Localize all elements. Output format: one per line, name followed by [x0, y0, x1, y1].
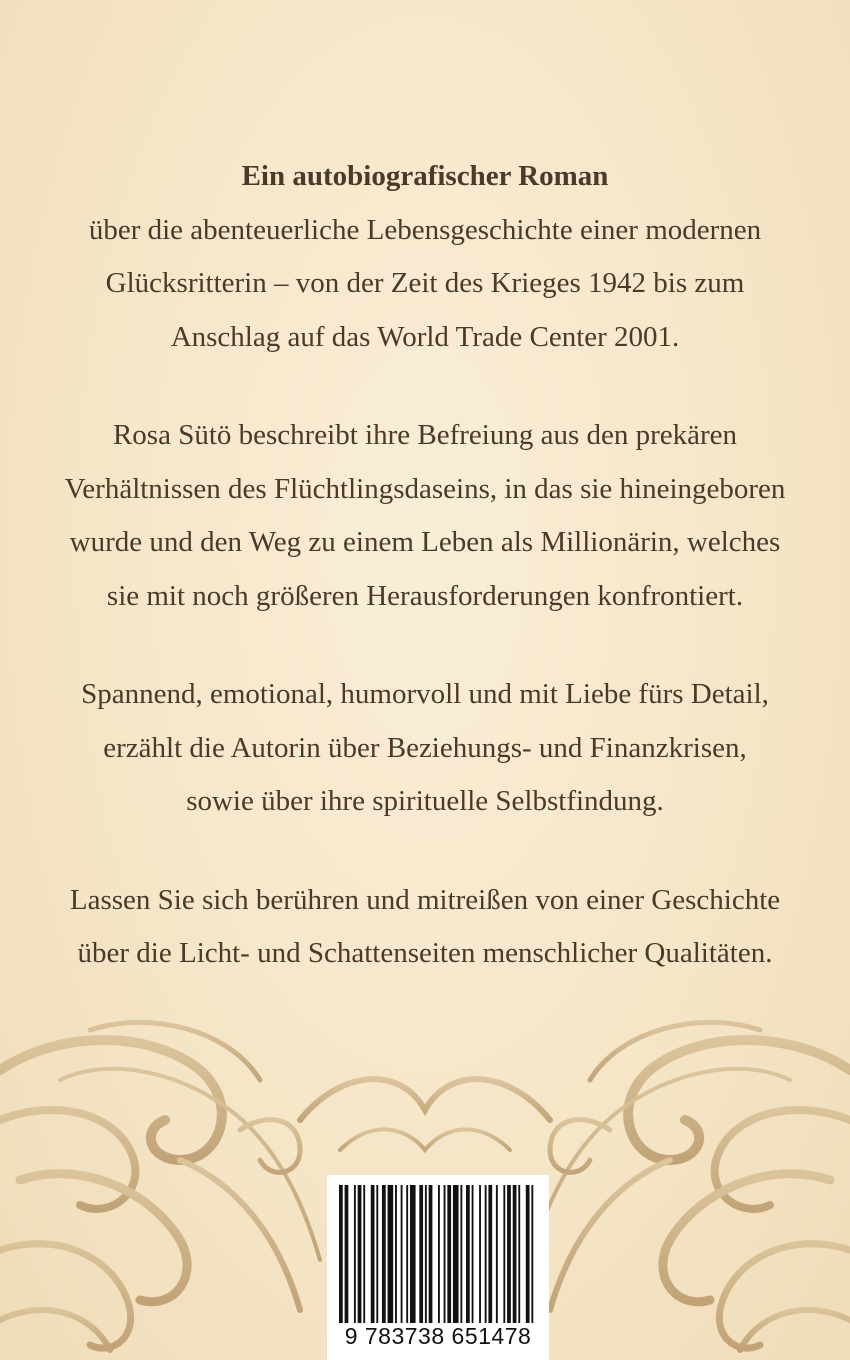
barcode-bar — [395, 1185, 397, 1323]
text-line: Rosa Sütö beschreibt ihre Befreiung aus den prekären — [112, 419, 738, 451]
barcode-bar — [444, 1185, 446, 1323]
barcode-bar — [419, 1185, 423, 1323]
text-line: Verhältnissen des Flüchtlingsdaseins, in das sie hineingeboren — [64, 472, 786, 505]
barcode-bar — [526, 1185, 530, 1323]
story-paragraph — [0, 409, 850, 623]
barcode-bar — [488, 1185, 492, 1323]
barcode-bar — [388, 1185, 394, 1323]
barcode-bar — [472, 1185, 474, 1323]
barcode-bar — [345, 1185, 349, 1323]
barcode-bar — [531, 1185, 533, 1323]
barcode-bar — [460, 1185, 462, 1323]
barcode-bar — [513, 1185, 517, 1323]
barcode-bar — [371, 1185, 375, 1323]
text-line: über die abenteuerliche Lebensgeschichte einer modernen — [88, 213, 762, 246]
barcode-bar — [406, 1185, 408, 1323]
text-line: wurde und den Weg zu einem Leben als Millionärin, welches — [69, 526, 781, 558]
closing-paragraph — [0, 874, 850, 981]
barcode-bar — [479, 1185, 481, 1323]
barcode-bar — [401, 1185, 403, 1323]
barcode-bar — [496, 1185, 498, 1323]
text-line: Spannend, emotional, humorvoll und mit Liebe fürs Detail, — [81, 678, 769, 710]
text-line: sie mit noch größeren Herausforderungen konfrontiert. — [106, 579, 744, 612]
barcode-bars — [339, 1185, 537, 1323]
barcode-bar — [363, 1185, 365, 1323]
text-line: über die Licht- und Schattenseiten menschlicher Qualitäten. — [77, 937, 773, 969]
barcode-bar — [518, 1185, 520, 1323]
text-line: Glücksritterin – von der Zeit des Krieges 1942 bis zum — [105, 267, 745, 299]
text-line: sowie über ihre spirituelle Selbstfindung. — [186, 785, 664, 817]
barcode-bar — [382, 1185, 386, 1323]
barcode-bar — [485, 1185, 487, 1323]
barcode-bar — [466, 1185, 470, 1323]
style-paragraph — [0, 668, 850, 829]
intro-paragraph — [0, 150, 850, 364]
barcode-bar — [376, 1185, 378, 1323]
barcode-bar — [339, 1185, 343, 1323]
barcode-bar — [358, 1185, 362, 1323]
back-cover-blurb — [0, 150, 850, 1026]
barcode-bar — [453, 1185, 459, 1323]
isbn-number: 9 783738 651478 — [344, 1323, 532, 1349]
barcode-bar — [429, 1185, 433, 1323]
barcode-bar — [425, 1185, 427, 1323]
text-line: Anschlag auf das World Trade Center 2001. — [170, 320, 680, 353]
text-line: erzählt die Autorin über Beziehungs- und Finanzkrisen, — [103, 731, 747, 764]
barcode-bar — [354, 1185, 356, 1323]
barcode-bar — [447, 1185, 451, 1323]
text-line: Lassen Sie sich berühren und mitreißen von einer Geschichte — [69, 883, 781, 916]
isbn-barcode — [327, 1175, 549, 1360]
barcode-bar — [503, 1185, 505, 1323]
headline: Ein autobiografischer Roman — [241, 160, 609, 192]
barcode-bar — [438, 1185, 440, 1323]
barcode-bar — [507, 1185, 511, 1323]
barcode-bar — [410, 1185, 416, 1323]
